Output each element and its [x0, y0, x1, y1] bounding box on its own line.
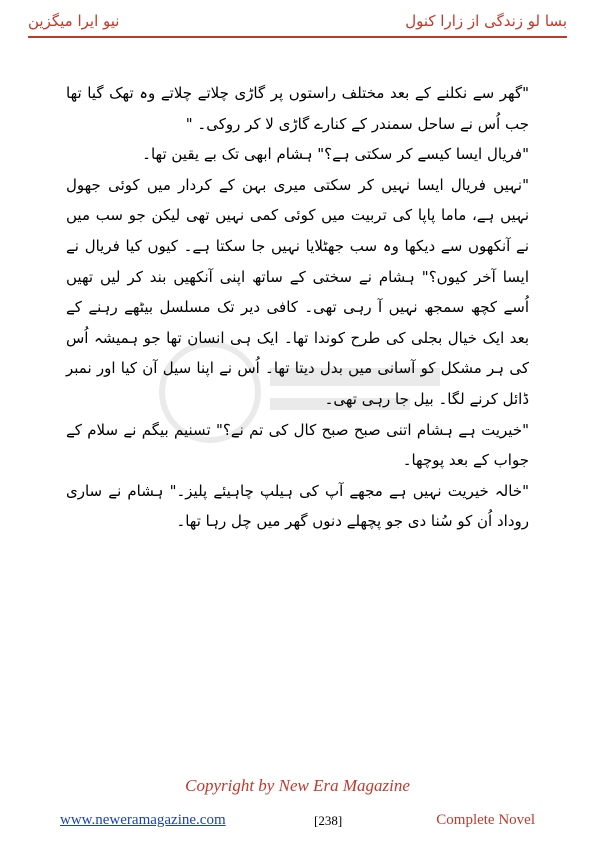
page-header: [28, 8, 567, 38]
header-divider: [28, 36, 567, 38]
paragraph: "خیریت ہے ہشام اتنی صبح صبح کال کی تم نے؟" تسنیم بیگم نے سلام کے جواب کے بعد پوچھا۔: [66, 420, 529, 470]
paragraph: "خالہ خیریت نہیں ہے مجھے آپ کی ہیلپ چاہیئے پلیز۔" ہشام نے ساری روداد اُن کو سُنا دی جو پچھلے دنوں گھر میں چل رہا تھا۔: [66, 481, 529, 531]
novel-title: بسا لو زندگی از زارا کنول: [405, 12, 567, 30]
story-text: [66, 78, 529, 537]
magazine-website-link[interactable]: www.neweramagazine.com: [60, 812, 226, 828]
paragraph: "فریال ایسا کیسے کر سکتی ہے؟" ہشام ابھی تک بے یقین تھا۔: [142, 145, 529, 164]
copyright-notice: Copyright by New Era Magazine: [185, 776, 410, 795]
page-number: [238]: [314, 813, 343, 828]
paragraph: "گھر سے نکلنے کے بعد مختلف راستوں پر گاڑی چلاتے چلاتے وہ تھک گیا تھا جب اُس نے ساحل سمندر کے کنارے گاڑی لا کر روکی۔ ": [66, 84, 529, 133]
paragraph: "نہیں فریال ایسا نہیں کر سکتی میری بہن کے کردار میں کوئی جھول نہیں ہے، ماما پاپا کی تربیت میں کوئی کمی نہیں تھی لیکن جو سب میں نے آنکھوں سے دیکھا وہ سب جھٹلایا نہیں جا سکتا ہے۔ کیوں کیا فریال نے ایسا آخر کیوں؟" ہشام نے سختی کے ساتھ اپنی آنکھیں بند کر لیں تھیں اُسے کچھ سمجھ نہیں آ رہی تھی۔ کافی دیر تک مسلسل بیٹھے رہنے کے بعد ایک خیال بجلی کی طرح کوندا تھا۔ ایک ہی انسان تھا جو ہمیشہ اُس کی ہر مشکل کو آسانی میں بدل دیتا تھا۔ اُس نے اپنا سیل آن کیا اور نمبر ڈائل کرنے لگا۔ بیل جا رہی تھی۔: [66, 175, 529, 408]
magazine-title: نیو ایرا میگزین: [28, 12, 120, 30]
page-footer: [60, 812, 535, 834]
complete-novel-label: Complete Novel: [436, 812, 535, 828]
